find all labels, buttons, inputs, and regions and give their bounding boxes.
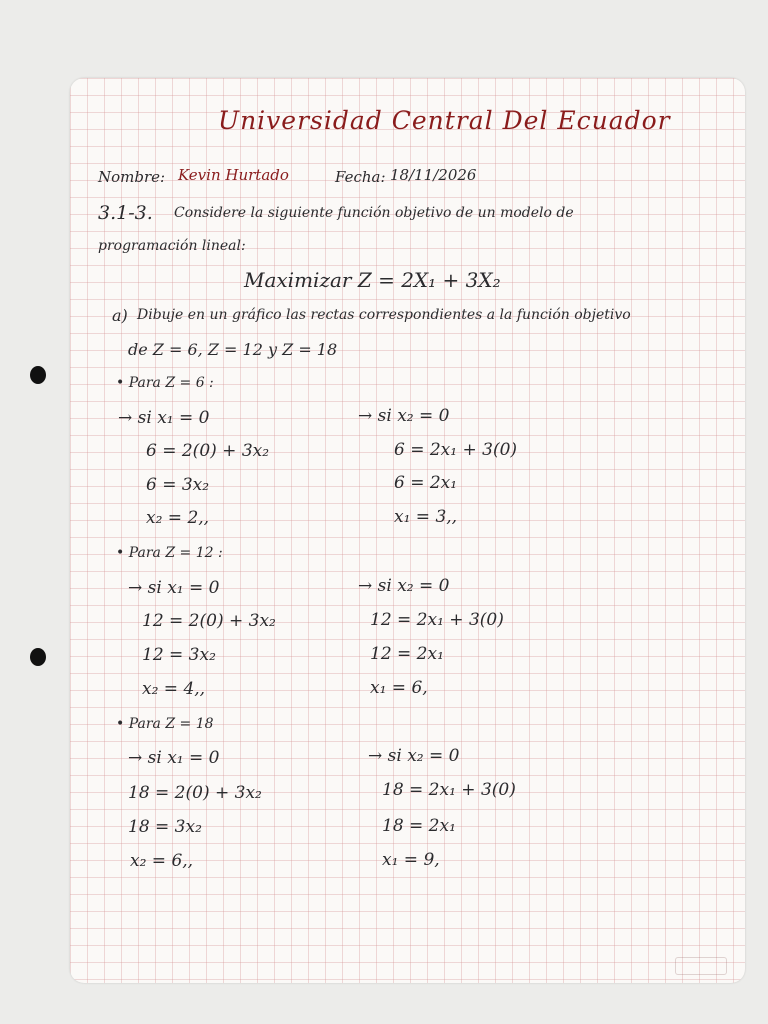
work-line: 6 = 3x₂ xyxy=(146,475,210,495)
case-heading: • Para Z = 12 : xyxy=(116,545,223,561)
date-label: Fecha: xyxy=(335,168,386,186)
work-line: x₂ = 6,, xyxy=(130,851,194,871)
work-line: 12 = 2x₁ + 3(0) xyxy=(370,610,504,630)
work-line: 12 = 2(0) + 3x₂ xyxy=(142,611,276,631)
part-a-label: a) xyxy=(112,306,128,325)
work-line: 18 = 2x₁ xyxy=(382,816,456,836)
work-line: x₂ = 2,, xyxy=(146,508,210,528)
work-line: → si x₂ = 0 xyxy=(358,406,450,426)
work-line: x₂ = 4,, xyxy=(142,679,206,699)
work-line: 6 = 2x₁ + 3(0) xyxy=(394,440,518,460)
work-line: 6 = 2x₁ xyxy=(394,473,458,493)
name-value: Kevin Hurtado xyxy=(178,166,289,184)
problem-number: 3.1-3. xyxy=(98,202,153,224)
work-line: 12 = 2x₁ xyxy=(370,644,444,664)
work-line: → si x₁ = 0 xyxy=(118,408,210,428)
work-line: 18 = 2(0) + 3x₂ xyxy=(128,783,262,803)
work-line: x₁ = 9, xyxy=(382,850,440,870)
work-line: 6 = 2(0) + 3x₂ xyxy=(146,441,270,461)
work-line: 12 = 3x₂ xyxy=(142,645,216,665)
work-line: → si x₁ = 0 xyxy=(128,748,220,768)
problem-statement-line2: programación lineal: xyxy=(98,238,246,254)
case-heading: • Para Z = 6 : xyxy=(116,375,214,391)
case-heading: • Para Z = 18 xyxy=(116,716,214,732)
part-a-line1: Dibuje en un gráfico las rectas correspondientes a la función objetivo xyxy=(137,307,631,323)
faint-corner-stamp xyxy=(675,957,727,975)
work-line: x₁ = 3,, xyxy=(394,507,458,527)
page-title: Universidad Central Del Ecuador xyxy=(218,106,671,135)
binder-hole-bottom xyxy=(30,648,46,666)
work-line: x₁ = 6, xyxy=(370,678,428,698)
work-line: 18 = 3x₂ xyxy=(128,817,202,837)
problem-statement-line1: Considere la siguiente función objetivo de un modelo de xyxy=(174,205,574,221)
work-line: → si x₁ = 0 xyxy=(128,578,220,598)
objective-function: Maximizar Z = 2X₁ + 3X₂ xyxy=(244,268,501,292)
name-label: Nombre: xyxy=(98,168,166,186)
work-line: → si x₂ = 0 xyxy=(368,746,460,766)
date-value: 18/11/2026 xyxy=(390,166,477,184)
work-line: → si x₂ = 0 xyxy=(358,576,450,596)
binder-hole-top xyxy=(30,366,46,384)
work-line: 18 = 2x₁ + 3(0) xyxy=(382,780,516,800)
part-a-line2: de Z = 6, Z = 12 y Z = 18 xyxy=(128,340,338,359)
